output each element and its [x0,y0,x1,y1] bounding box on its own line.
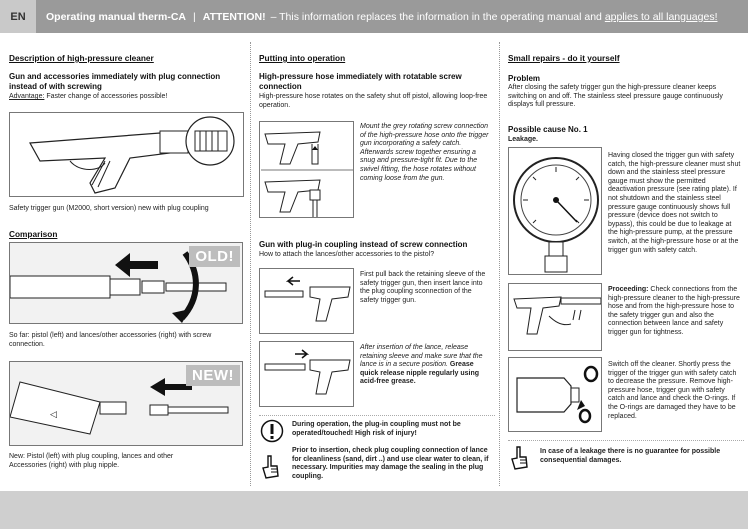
caption-trigger-gun: Safety trigger gun (M2000, short version) new with plug coupling [9,205,209,212]
col1-advantage [9,93,244,102]
language-badge: EN [0,0,36,33]
col1-heading: Description of high-pressure cleaner [9,53,154,63]
col2-plug-question: How to attach the lances/other accessories to the pistol? [259,251,435,258]
col2-subheading-plug: Gun with plug-in coupling instead of screw connection [259,240,468,249]
hint-hand-icon-2 [509,445,531,471]
attention-label: ATTENTION! [202,10,266,23]
gauge-text: Having closed the trigger gun with safety catch, the high-pressure cleaner must shut down and the stainless steel pressure gauge must show the permitted deactivation pressure (see rating plate). If not shutdown and the stainless steel pressure gauge continuously shows full pressure (device does not switch to bypass), this could be due to leakage at the high-pressure pump, at the pressure switch, at the high-pressure hose or at the trigger gun with safety catch. [608,152,741,254]
col2-divider [259,415,495,416]
cause-heading: Possible cause No. 1 [508,125,588,134]
col2-release-block [360,344,490,387]
warning-icon [260,419,284,443]
svg-text:◁: ◁ [50,409,57,419]
problem-text: After closing the safety trigger gun the high-pressure cleaner keeps switching on and off. The stainless steel pressure gauge continuously displays full pressure. [508,84,723,109]
guarantee-text: In case of a leakage there is no guarantee for possible consequential damages. [540,448,721,464]
old-connection-illustration [9,242,243,324]
col3-heading: Small repairs - do it yourself [508,53,620,63]
proceeding-label: Proceeding: [608,286,649,293]
advantage-text: Faster change of accessories possible! [44,93,168,100]
column-divider-2 [499,42,500,486]
warning-text: During operation, the plug-in coupling must not be operated/touched! High risk of injury! [292,421,461,437]
comparison-heading: Comparison [9,229,58,239]
col2-hose-text: High-pressure hose rotates on the safety shut off pistol, allowing loop-free operation. [259,93,488,109]
col2-release-text: After insertion of the lance, release retaining sleeve and make sure that the lance is in a secure position. [360,344,483,369]
plug-insert-illustration [259,268,354,334]
new-badge: NEW! [186,365,240,386]
col2-heading: Putting into operation [259,53,346,63]
pressure-gauge-illustration [508,147,602,275]
col2-grease-text: Grease quick release nipple regularly using acid-free grease. [360,361,480,386]
caption-old: So far: pistol (left) and lances/other accessories (right) with screw connection. [9,332,212,348]
header-title: Operating manual therm-CA [46,10,187,23]
hint-text: Prior to insertion, check plug coupling connection of lance for cleanliness (sand, dirt ..) and use clear water to clean, if necessary. Impurities may damage the sealing in the plug coupling. [292,447,489,480]
proceeding-body: Check connections from the high-pressure cleaner to the high-pressure hose and from the high-pressure hose to the safety trigger gun and also the connection between lance and safety trigger gun for tightness. [608,286,740,336]
header-message [271,11,718,23]
col1-subheading: Gun and accessories immediately with plug connection instead of with screwing [9,72,221,91]
old-badge: OLD! [189,246,240,267]
hint-hand-icon [260,454,282,480]
proceeding-text [608,286,742,338]
trigger-gun-illustration [9,112,244,197]
hose-mount-illustration [259,121,354,218]
advantage-label: Advantage: [9,93,45,100]
col2-insert-text: First pull back the retaining sleeve of the safety trigger gun, then insert lance into the plug coupling sconnection of the safety trigger gun. [360,271,486,304]
plug-release-illustration [259,341,354,407]
o-ring-text: Switch off the cleaner. Shortly press the trigger of the trigger gun with safety catch to decrease the pressure. Remove high-pressure hose, trigger gun with safety catch and lance and check the O-rings. If the O-rings are damaged they have to be replaced. [608,361,737,420]
o-ring-illustration [508,357,602,432]
problem-heading: Problem [508,74,541,83]
caption-new: New: Pistol (left) with plug coupling, lances and other Accessories (right) with plug nipple. [9,453,174,469]
footer-bar [0,491,748,529]
column-divider-1 [250,42,251,486]
header-separator: | [193,10,196,23]
col2-mount-text: Mount the grey rotating screw connection of the high-pressure hose onto the trigger gun incorporating a safety catch. Afterwards screw together ensuring a snug and pressure-tight fit. Due to the swivel fitting, the hose rotates without coming loose from the gun. [360,123,489,182]
header-bar [0,0,748,33]
col2-subheading-hose: High-pressure hose immediately with rotatable screw connection [259,72,462,91]
leakage-label: Leakage. [508,136,538,143]
header-message-link[interactable]: applies to all languages! [604,10,718,23]
header-message-text: – This information replaces the information in the operating manual and [270,10,605,23]
connections-illustration [508,283,602,351]
new-connection-illustration [9,361,243,446]
col3-divider [508,440,744,441]
